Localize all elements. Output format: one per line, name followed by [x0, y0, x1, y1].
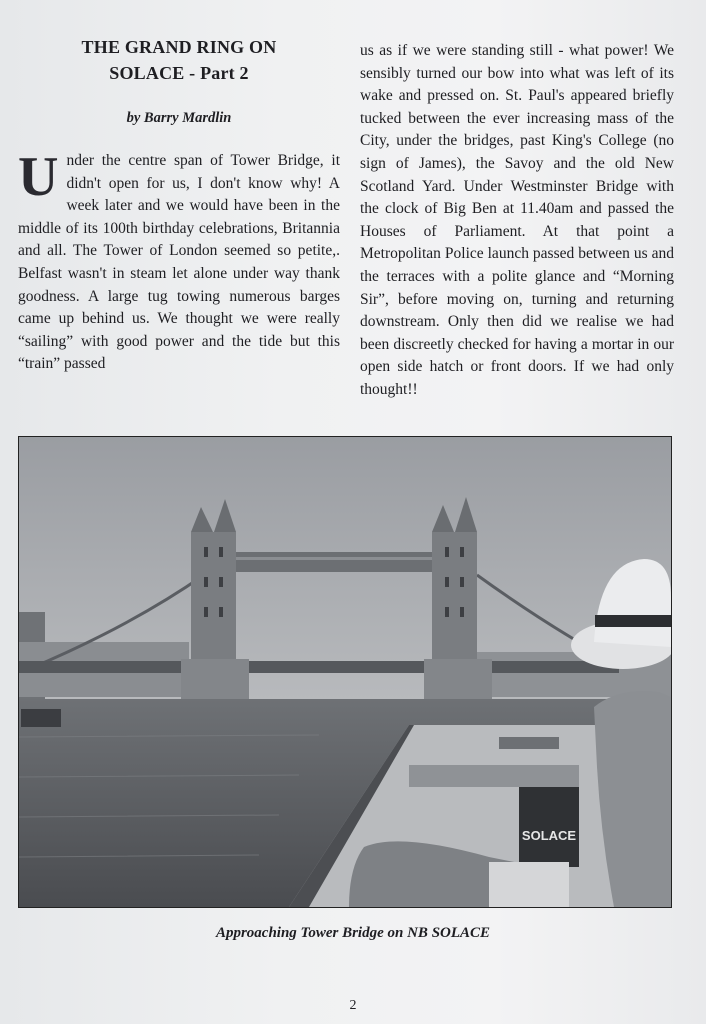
left-column-paragraph [18, 146, 340, 376]
article-title [18, 34, 340, 86]
small-boat [21, 709, 61, 727]
page-number: 2 [349, 998, 357, 1013]
title-line-2: SOLACE - Part 2 [109, 63, 249, 83]
photo-caption: Approaching Tower Bridge on NB SOLACE [215, 925, 491, 941]
bridge-deck [19, 661, 619, 673]
left-column-text: nder the centre span of Tower Bridge, it didn't open for us, I don't know why! A week later and we would have been in the middle of its 100th birthday celebrations, Britannia and all. The Tower of London seemed so petite,. Belfast wasn't in steam let alone under way thank goodness. A large tug towing numerous barges came up behind us. We thought we were really “sailing” with good power and the tide but this “train” passed [18, 152, 340, 373]
boat-label: SOLACE [521, 828, 577, 843]
high-walkway [231, 552, 437, 572]
photo-illustration [19, 437, 671, 907]
right-column-text: us as if we were standing still - what power! We sensibly turned our bow into what was left of its wake and pressed on. St. Paul's appeared briefly tucked between the ever increasing mass of the City, under the bridges, past King's College (no sign of James), the Savoy and the old New Scotland Yard. Under Westminster Bridge with the clock of Big Ben at 11.40am and passed the Houses of Parliament. At that point a Metropolitan Police launch passed between us and the terraces with a polite glance and “Morning Sir”, before moving on, turning and returning downstream. Only then did we realise we had been discreetly checked for having a mortar in our open side hatch or front doors. If we had only thought!! [360, 42, 674, 398]
right-column [360, 40, 674, 402]
photo-tower-bridge [18, 436, 672, 908]
boat-bag [519, 787, 579, 867]
left-column [18, 34, 340, 376]
title-line-1: THE GRAND RING ON [81, 37, 277, 57]
drop-cap: U [18, 146, 59, 208]
byline: by Barry Mardlin [126, 110, 232, 126]
